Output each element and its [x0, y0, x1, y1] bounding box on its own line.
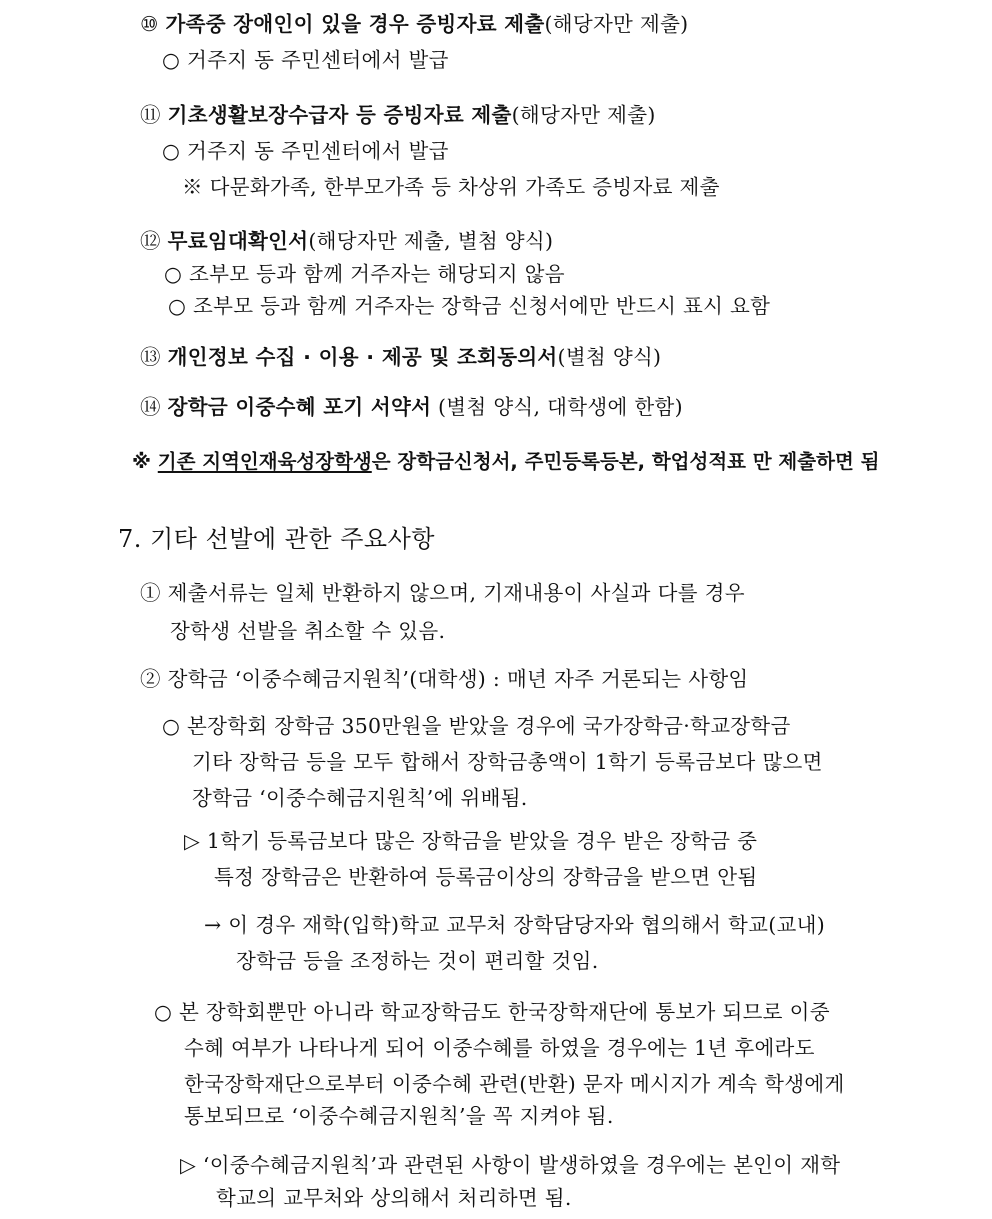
triangle-1-line-2: 특정 장학금은 반환하여 등록금이상의 장학금을 받으면 안됨	[214, 865, 758, 889]
item-10-sub-1: ○ 거주지 동 주민센터에서 발급	[162, 48, 449, 72]
item-12-note: (해당자만 제출, 별첨 양식)	[308, 229, 554, 253]
circle-2-line-1: ○ 본 장학회뿐만 아니라 학교장학금도 한국장학재단에 통보가 되므로 이중	[154, 1000, 830, 1024]
item-12-marker: ⑫	[140, 229, 161, 253]
item-11-note: (해당자만 제출)	[511, 103, 656, 127]
section-7-item-1-line-1: ① 제출서류는 일체 반환하지 않으며, 기재내용이 사실과 다를 경우	[140, 581, 745, 605]
item-10-note: (해당자만 제출)	[544, 12, 689, 36]
item-13-note: (별첨 양식)	[557, 345, 662, 369]
item-13-title: 개인정보 수집 · 이용 · 제공 및 조회동의서	[167, 345, 558, 369]
circle-2-line-4: 통보되므로 ‘이중수혜금지원칙’을 꼭 지켜야 됨.	[184, 1104, 614, 1128]
item-12-sub-2: ○ 조부모 등과 함께 거주자는 장학금 신청서에만 반드시 표시 요함	[168, 294, 771, 318]
section-7-item-2-line-1: ② 장학금 ‘이중수혜금지원칙’(대학생) : 매년 자주 거론되는 사항임	[140, 667, 749, 691]
circle-1-line-2: 기타 장학금 등을 모두 합해서 장학금총액이 1학기 등록금보다 많으면	[192, 750, 823, 774]
section-7-heading: 7. 기타 선발에 관한 주요사항	[118, 525, 435, 553]
notice-rest-text: 은 장학금신청서, 주민등록등본, 학업성적표 만 제출하면 됨	[371, 450, 880, 473]
notice-mark: ※	[132, 450, 151, 473]
item-13-marker: ⑬	[140, 345, 161, 369]
circle-2-line-3: 한국장학재단으로부터 이중수혜 관련(반환) 문자 메시지가 계속 학생에게	[184, 1072, 845, 1096]
item-11-title: 기초생활보장수급자 등 증빙자료 제출	[167, 103, 512, 127]
arrow-1-line-1: → 이 경우 재학(입학)학교 교무처 장학담당자와 협의해서 학교(교내)	[204, 913, 826, 937]
item-10-marker: ⑩	[140, 12, 159, 36]
existing-scholar-notice	[132, 448, 879, 476]
item-11-sub-2: ※ 다문화가족, 한부모가족 등 차상위 가족도 증빙자료 제출	[182, 175, 720, 199]
triangle-1-line-1: ▷ 1학기 등록금보다 많은 장학금을 받았을 경우 받은 장학금 중	[184, 829, 758, 853]
item-13-title-line	[140, 343, 661, 371]
item-12-title-line	[140, 227, 553, 255]
item-12-title: 무료임대확인서	[167, 229, 309, 253]
item-14-marker: ⑭	[140, 395, 161, 419]
item-11-marker: ⑪	[140, 103, 161, 127]
circle-1-line-3: 장학금 ‘이중수혜금지원칙’에 위배됨.	[192, 786, 528, 810]
circle-1-line-1: ○ 본장학회 장학금 350만원을 받았을 경우에 국가장학금·학교장학금	[162, 714, 791, 738]
item-11-title-line	[140, 101, 656, 129]
notice-underlined-text: 기존 지역인재육성장학생	[157, 450, 372, 473]
item-11-sub-1: ○ 거주지 동 주민센터에서 발급	[162, 139, 449, 163]
triangle-2-line-2: 학교의 교무처와 상의해서 처리하면 됨.	[216, 1186, 572, 1210]
circle-2-line-2: 수혜 여부가 나타나게 되어 이중수혜를 하였을 경우에는 1년 후에라도	[184, 1036, 815, 1060]
section-7-item-1-line-2: 장학생 선발을 취소할 수 있음.	[170, 619, 446, 643]
item-14-note: (별첨 양식, 대학생에 한함)	[431, 395, 683, 419]
arrow-1-line-2: 장학금 등을 조정하는 것이 편리할 것임.	[236, 949, 599, 973]
item-12-sub-1: ○ 조부모 등과 함께 거주자는 해당되지 않음	[164, 262, 565, 286]
triangle-2-line-1: ▷ ‘이중수혜금지원칙’과 관련된 사항이 발생하였을 경우에는 본인이 재학	[180, 1153, 841, 1177]
item-14-title-line	[140, 393, 683, 421]
item-10-title: 가족중 장애인이 있을 경우 증빙자료 제출	[165, 12, 545, 36]
item-14-title: 장학금 이중수혜 포기 서약서	[167, 395, 432, 419]
item-10-title-line	[140, 10, 688, 38]
